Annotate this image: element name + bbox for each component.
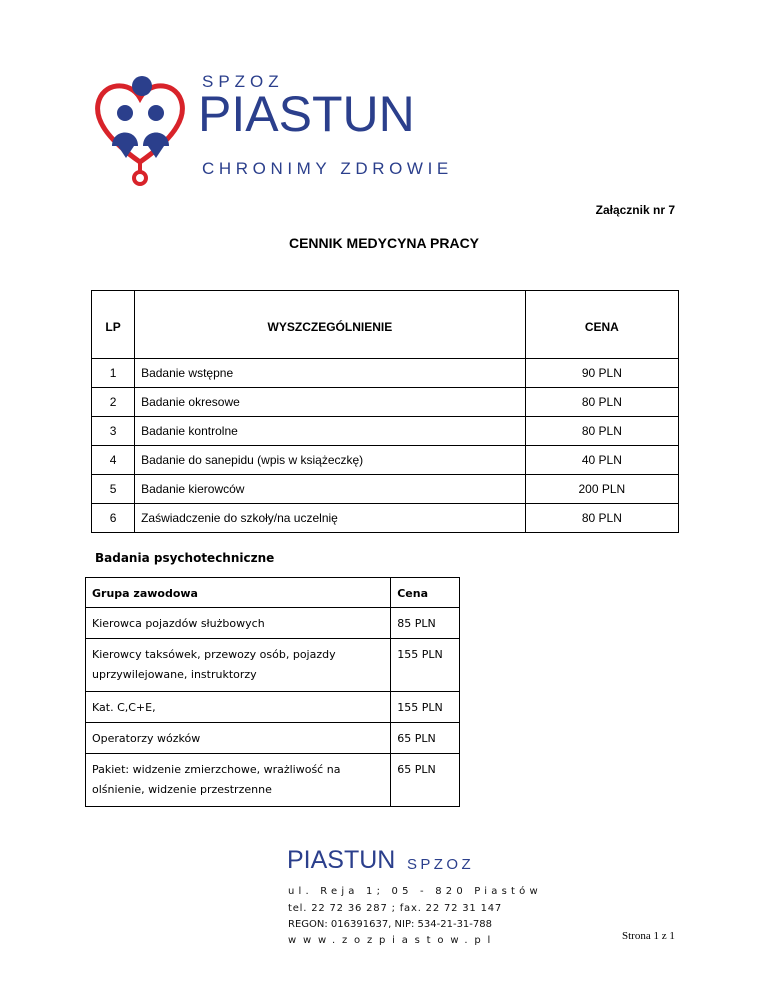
psych-heading: Badania psychotechniczne: [95, 551, 275, 565]
header-description: WYSZCZEGÓLNIENIE: [135, 291, 526, 359]
cell-price: 80 PLN: [525, 388, 678, 417]
cell-group: Operatorzy wózków: [86, 723, 391, 754]
footer-suffix: SPZOZ: [407, 856, 475, 873]
table-row: [92, 417, 679, 446]
table-row: [86, 608, 460, 639]
table-row: [92, 446, 679, 475]
page-number: Strona 1 z 1: [622, 930, 675, 942]
cell-lp: 4: [92, 446, 135, 475]
price-table: [91, 290, 679, 533]
cell-description: Zaświadczenie do szkoły/na uczelnię: [135, 504, 526, 533]
cell-lp: 1: [92, 359, 135, 388]
document-title: CENNIK MEDYCYNA PRACY: [288, 235, 480, 251]
table-row: [92, 475, 679, 504]
table-row: [92, 359, 679, 388]
psych-table: [85, 577, 460, 807]
logo-name: PIASTUN: [198, 86, 415, 142]
header-price: Cena: [391, 578, 460, 608]
cell-lp: 3: [92, 417, 135, 446]
cell-price: 80 PLN: [525, 417, 678, 446]
header-lp: LP: [92, 291, 135, 359]
table-row: [86, 692, 460, 723]
table-row: [86, 639, 460, 692]
cell-description: Badanie okresowe: [135, 388, 526, 417]
footer-address: ul. Reja 1; 05 - 820 Piastów: [288, 886, 542, 897]
cell-lp: 6: [92, 504, 135, 533]
table-row: [86, 723, 460, 754]
heart-family-icon: [90, 68, 190, 190]
cell-price: 90 PLN: [525, 359, 678, 388]
table-header-row: [92, 291, 679, 359]
footer-name: PIASTUN: [287, 846, 396, 874]
cell-group: Pakiet: widzenie zmierzchowe, wrażliwość na olśnienie, widzenie przestrzenne: [86, 754, 391, 807]
cell-price: 65 PLN: [391, 754, 460, 807]
header-price: CENA: [525, 291, 678, 359]
cell-description: Badanie wstępne: [135, 359, 526, 388]
cell-price: 40 PLN: [525, 446, 678, 475]
cell-price: 65 PLN: [391, 723, 460, 754]
header-group: Grupa zawodowa: [86, 578, 391, 608]
cell-price: 85 PLN: [391, 608, 460, 639]
table-row: [92, 388, 679, 417]
cell-price: 155 PLN: [391, 639, 460, 692]
cell-price: 155 PLN: [391, 692, 460, 723]
table-row: [92, 504, 679, 533]
cell-description: Badanie kontrolne: [135, 417, 526, 446]
table-header-row: [86, 578, 460, 608]
footer-phone: tel. 22 72 36 287 ; fax. 22 72 31 147: [288, 903, 503, 914]
cell-price: 200 PLN: [525, 475, 678, 504]
logo-spzoz: SPZOZ: [202, 72, 284, 91]
cell-group: Kat. C,C+E,: [86, 692, 391, 723]
footer-regon: REGON: 016391637, NIP: 534-21-31-788: [288, 919, 492, 930]
cell-group: Kierowcy taksówek, przewozy osób, pojazdy uprzywilejowane, instruktorzy: [86, 639, 391, 692]
logo-tagline: CHRONIMY ZDROWIE: [202, 159, 453, 178]
table-row: [86, 754, 460, 807]
cell-description: Badanie kierowców: [135, 475, 526, 504]
company-logo: [90, 68, 470, 190]
cell-description: Badanie do sanepidu (wpis w książeczkę): [135, 446, 526, 475]
cell-lp: 2: [92, 388, 135, 417]
cell-price: 80 PLN: [525, 504, 678, 533]
cell-lp: 5: [92, 475, 135, 504]
annex-label: Załącznik nr 7: [595, 203, 675, 217]
footer-website: www.zozpiastow.pl: [288, 935, 498, 946]
cell-group: Kierowca pojazdów służbowych: [86, 608, 391, 639]
